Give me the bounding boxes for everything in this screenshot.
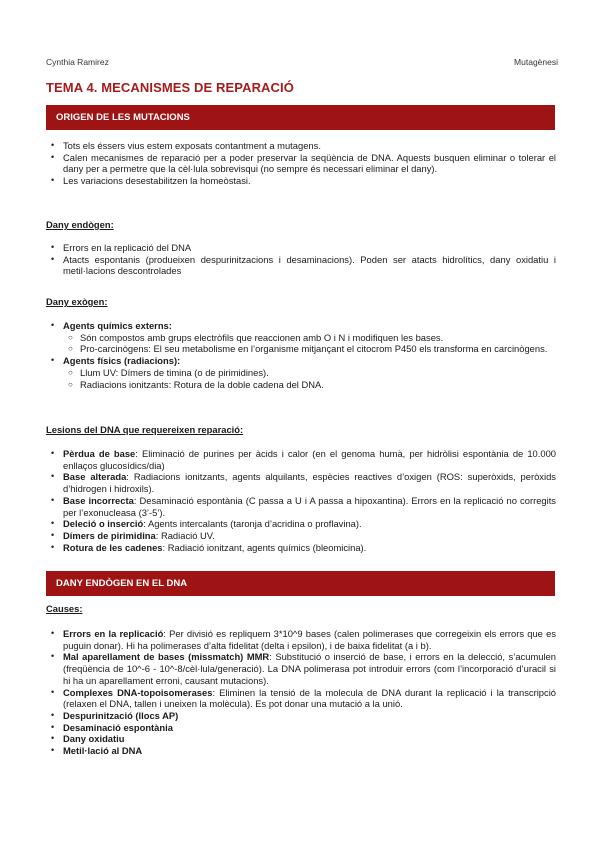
sub-list-item: ○ Pro-carcinògens: El seu metabolisme en l’organisme mitjançant el citocrom P450 els transforma en carcinògens. bbox=[63, 343, 556, 355]
page-title: TEMA 4. MECANISMES DE REPARACIÓ bbox=[46, 80, 294, 95]
list-item: • Tots els éssers vius estem exposats contantment a mutagens. bbox=[46, 140, 556, 152]
item-label: Desaminació espontània bbox=[63, 721, 173, 733]
list-item bbox=[46, 355, 556, 390]
item-label: Metil·lació al DNA bbox=[63, 745, 143, 757]
sub-list-item: ○ Radiacions ionitzants: Rotura de la doble cadena del DNA. bbox=[63, 379, 556, 391]
subheading-dany-exogen: Dany exògen: bbox=[46, 296, 108, 307]
item-text: : Radiació ionitzant, agents químics (bleomicina). bbox=[162, 541, 367, 553]
item-text: : Eliminen la tensió de la molecula de DNA durant la replicació i la transcripció (relaxen el DNA, tallen i uneixen la molècula). Es pot donar una mutació a la unió. bbox=[63, 686, 557, 710]
list-item bbox=[46, 530, 556, 542]
intro-list bbox=[46, 140, 556, 187]
item-text: : Per divisió es repliquem 3*10^9 bases (calen polimerases que corregeixin els errors que es puguin donar). Hi ha polimerases d’alta fidelitat (delta i epsilon), i de baixa fidelitat (a i b). bbox=[63, 628, 557, 651]
exogen-list bbox=[46, 320, 556, 390]
list-item bbox=[46, 733, 556, 745]
agents-fisics-label: Agents físics (radiacions): bbox=[63, 355, 181, 367]
item-label: Deleció o inserció bbox=[63, 518, 144, 530]
item-label: Complexes DNA-topoisomerases bbox=[63, 686, 213, 698]
header-author: Cynthia Ramirez bbox=[46, 57, 109, 67]
sub-list-item: ○ Llum UV: Dímers de timina (o de pirimidines). bbox=[63, 367, 556, 379]
causes-list bbox=[46, 628, 556, 757]
item-text: : Desaminació espontània (C passa a U i A passa a hipoxantina). Errors en la replicació no corregits per l’exonucleasa (3’-5’). bbox=[63, 494, 556, 518]
item-text: : Radiació UV. bbox=[155, 529, 215, 541]
list-item bbox=[46, 687, 556, 710]
item-text: : Radiacions ionitzants, agents alquilants, espècies reactives d’oxigen (ROS: superòxids, peròxids d’hidrogen i hidroxils). bbox=[63, 471, 556, 495]
list-item bbox=[46, 745, 556, 757]
list-item bbox=[46, 651, 556, 686]
item-label: Base alterada bbox=[63, 471, 127, 483]
item-label: Base incorrecta bbox=[63, 494, 134, 506]
item-label: Errors en la replicació bbox=[63, 628, 164, 639]
item-label: Dímers de pirimidina bbox=[63, 529, 156, 541]
list-item: • Errors en la replicació del DNA bbox=[46, 242, 556, 254]
header-subject: Mutagènesi bbox=[514, 57, 558, 67]
list-item bbox=[46, 628, 556, 651]
list-item bbox=[46, 320, 556, 355]
list-item bbox=[46, 710, 556, 722]
list-item bbox=[46, 495, 556, 518]
endogen-list bbox=[46, 242, 556, 277]
list-item bbox=[46, 471, 556, 494]
item-text: : Agents intercalants (taronja d’acridina o proflavina). bbox=[143, 518, 362, 530]
item-text: : Eliminació de purines per àcids i calor (en el genoma humà, per hidròlisi espontània de 10.000 enllaços glucosídics/dia) bbox=[63, 448, 556, 471]
list-item: • Les variacions desestabilitzen la homeòstasi. bbox=[46, 175, 556, 187]
sub-list-item: ○ Són compostos amb grups electròfils que reaccionen amb O i N i modifiquen les bases. bbox=[63, 332, 556, 344]
item-label: Rotura de les cadenes bbox=[63, 541, 163, 553]
subheading-causes: Causes: bbox=[46, 603, 83, 614]
section-heading-origen: ORIGEN DE LES MUTACIONS bbox=[46, 105, 555, 130]
list-item bbox=[46, 722, 556, 734]
item-label: Dany oxidatiu bbox=[63, 733, 125, 745]
list-item bbox=[46, 448, 556, 471]
item-label: Despurinització (llocs AP) bbox=[63, 709, 179, 721]
list-item: • Atacts espontanis (produeixen despurinitzacions i desaminacions). Poden ser atacts hidrolítics, dany oxidatiu i metil·lacions descontrolades bbox=[46, 254, 556, 277]
agents-quimics-label: Agents químics externs: bbox=[63, 320, 172, 331]
list-item bbox=[46, 542, 556, 554]
lesions-list bbox=[46, 448, 556, 553]
item-label: Pèrdua de base bbox=[63, 448, 136, 459]
list-item: • Calen mecanismes de reparació per a poder preservar la seqüència de DNA. Aquests busquen eliminar o tolerar el dany per a permetre que la cèl·lula sobrevisqui (no sempre és necessari eliminar el dany). bbox=[46, 152, 556, 175]
section-heading-dany-endogen: DANY ENDÒGEN EN EL DNA bbox=[46, 571, 555, 596]
item-label: Mal aparellament de bases (missmatch) MMR bbox=[63, 651, 270, 663]
subheading-dany-endogen: Dany endògen: bbox=[46, 219, 114, 230]
list-item bbox=[46, 518, 556, 530]
item-text: : Substitució o inserció de base, i errors en la delecció, s’acumulen (freqüència de 10^-6 - 10^-8/cèl·lula/generació). La DNA polimerasa pot introduir errors (com l’incorporació d’uracil si hi ha un aparellament erroni, causant mutacions). bbox=[63, 651, 556, 686]
subheading-lesions: Lesions del DNA que requereixen reparació: bbox=[46, 424, 244, 435]
